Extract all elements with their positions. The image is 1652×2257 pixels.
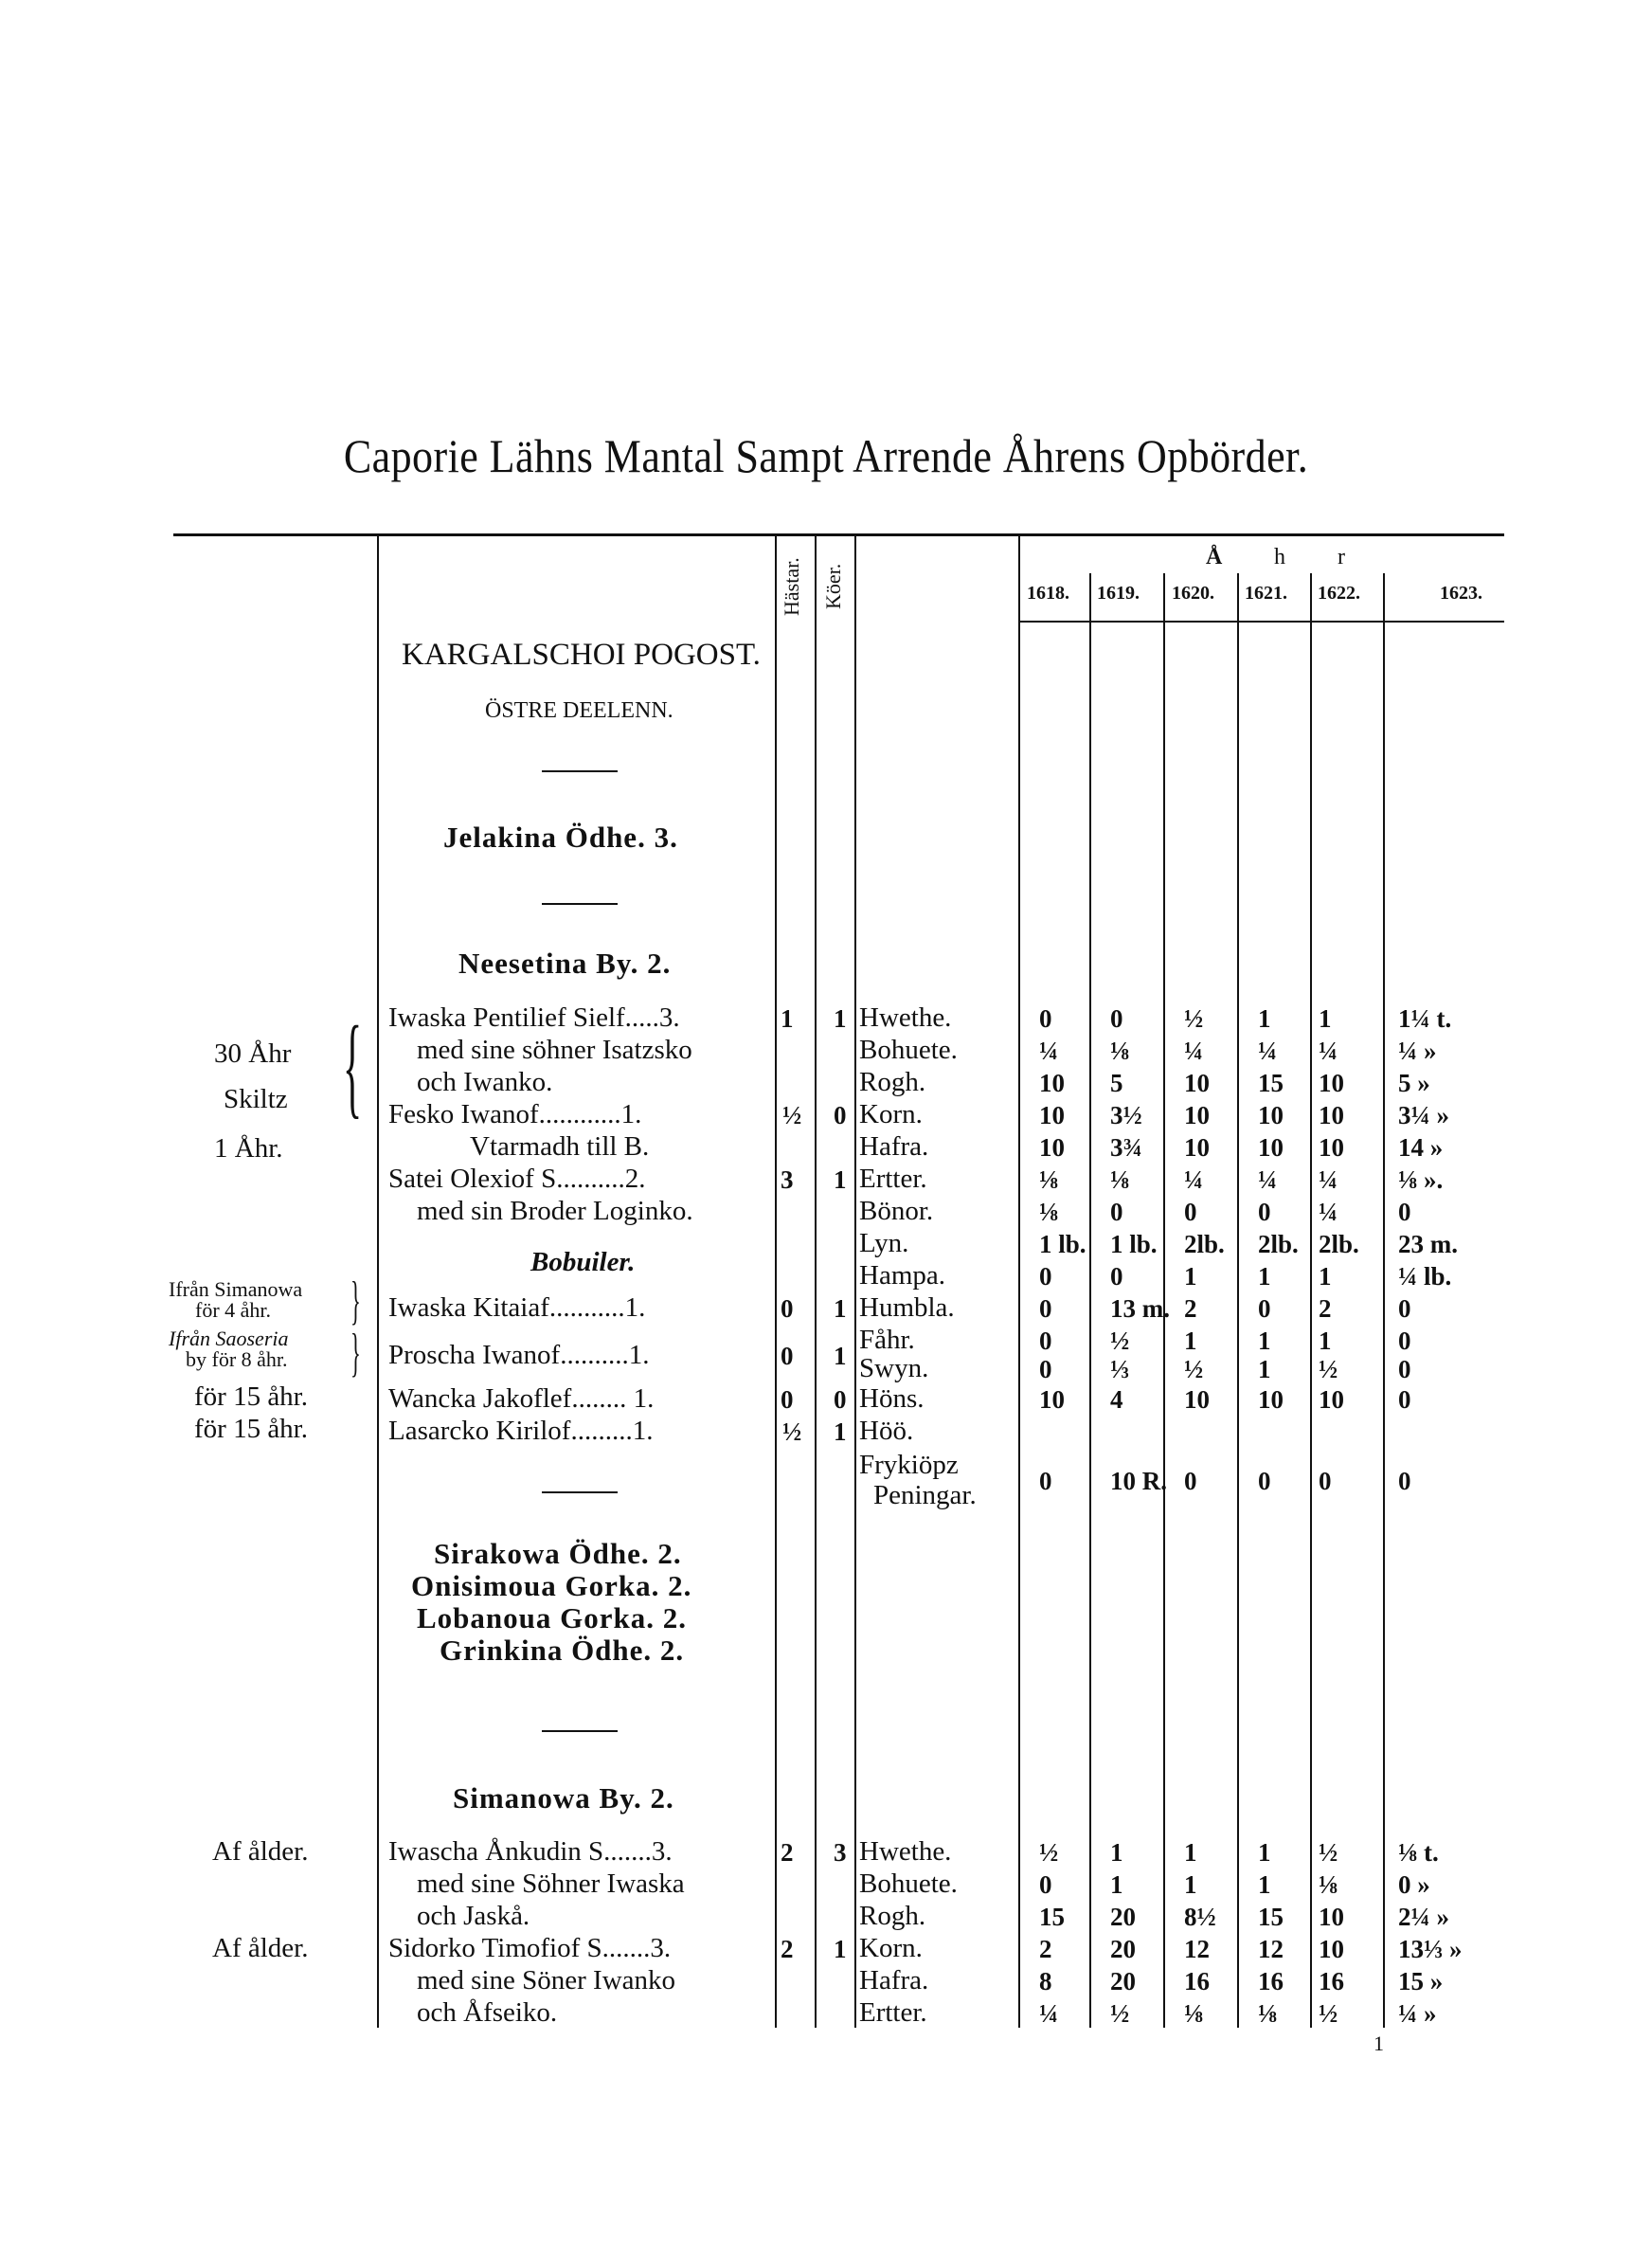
value-cell: 15 xyxy=(1039,1903,1065,1931)
col-line-koer-left xyxy=(815,535,817,2028)
goods-label: Peningar. xyxy=(873,1480,977,1510)
year-1620: 1620. xyxy=(1172,583,1214,604)
value-cell: 2¼ » xyxy=(1398,1903,1449,1931)
value-cell: ¼ » xyxy=(1398,1999,1437,2028)
value-cell: 1 xyxy=(1110,1838,1123,1867)
goods-label: Hampa. xyxy=(859,1260,945,1291)
value-cell: 1 xyxy=(1258,1355,1271,1383)
entry-name: med sin Broder Loginko. xyxy=(417,1196,693,1226)
value-cell: 13⅓ » xyxy=(1398,1935,1463,1963)
value-cell: 1¼ t. xyxy=(1398,1004,1452,1033)
value-cell: 1 xyxy=(1258,1327,1271,1355)
value-cell: 1 xyxy=(1110,1870,1123,1899)
value-cell: 15 xyxy=(1258,1903,1284,1931)
value-cell: 23 m. xyxy=(1398,1230,1458,1258)
margin-note: Af ålder. xyxy=(212,1933,309,1963)
value-cell: 1 lb. xyxy=(1039,1230,1086,1258)
goods-label: Bohuete. xyxy=(859,1869,958,1899)
value-cell: ¼ xyxy=(1039,1037,1059,1065)
value-cell: ¼ xyxy=(1258,1165,1278,1194)
margin-note: Ifrån Saoseria xyxy=(169,1327,289,1350)
value-cell: 3¼ » xyxy=(1398,1101,1449,1129)
year-1622: 1622. xyxy=(1318,583,1360,604)
goods-label: Humbla. xyxy=(859,1292,955,1323)
goods-label: Ertter. xyxy=(859,1997,927,2028)
value-cell: 0 xyxy=(1258,1294,1271,1323)
value-cell: ⅛ xyxy=(1319,1870,1338,1899)
hastar-value: 0 xyxy=(781,1342,794,1370)
value-cell: 8 xyxy=(1039,1967,1052,1995)
value-cell: 0 xyxy=(1398,1327,1411,1355)
value-cell: 1 xyxy=(1258,1262,1271,1291)
goods-label: Lyn. xyxy=(859,1228,909,1258)
goods-label: Hwethe. xyxy=(859,1836,952,1867)
col-line-years-left xyxy=(1018,535,1020,2028)
value-cell: 10 xyxy=(1319,1903,1344,1931)
value-cell: 3½ xyxy=(1110,1101,1142,1129)
value-cell: 2lb. xyxy=(1319,1230,1359,1258)
value-cell: ½ xyxy=(1039,1838,1059,1867)
value-cell: 1 xyxy=(1319,1262,1332,1291)
entry-name: Vtarmadh till B. xyxy=(470,1131,650,1162)
goods-label: Hafra. xyxy=(859,1131,929,1162)
value-cell: 0 xyxy=(1258,1198,1271,1226)
neesetina-heading: Neesetina By. 2. xyxy=(458,947,672,980)
brace-icon: } xyxy=(350,1324,361,1382)
margin-note: för 4 åhr. xyxy=(195,1298,272,1322)
goods-label: Rogh. xyxy=(859,1067,926,1097)
value-cell: 10 xyxy=(1319,1101,1344,1129)
margin-note: Skiltz xyxy=(224,1084,288,1114)
value-cell: 5 » xyxy=(1398,1069,1430,1097)
odhe-heading: Onisimoua Gorka. 2. xyxy=(411,1569,692,1602)
goods-label: Bönor. xyxy=(859,1196,934,1226)
value-cell: 20 xyxy=(1110,1903,1136,1931)
margin-note: Ifrån Simanowa xyxy=(169,1277,303,1301)
margin-note: Af ålder. xyxy=(212,1836,309,1867)
value-cell: 10 xyxy=(1184,1069,1210,1097)
value-cell: ¼ xyxy=(1319,1037,1338,1065)
entry-name: Lasarcko Kirilof.........1. xyxy=(388,1416,654,1446)
entry-name: Iwascha Ånkudin S.......3. xyxy=(388,1836,673,1867)
entry-name: och Jaskå. xyxy=(417,1901,530,1931)
entry-name: med sine söhner Isatzsko xyxy=(417,1035,692,1065)
value-cell: 2lb. xyxy=(1184,1230,1225,1258)
goods-label: Bohuete. xyxy=(859,1035,958,1065)
goods-label: Höö. xyxy=(859,1416,914,1446)
koer-value: 0 xyxy=(834,1385,847,1414)
year-1623: 1623. xyxy=(1440,583,1482,604)
col-line-1622 xyxy=(1310,573,1312,2028)
value-cell: 1 xyxy=(1184,1838,1197,1867)
divider xyxy=(542,770,618,772)
table-top-rule xyxy=(173,533,1504,536)
hastar-value: 0 xyxy=(781,1294,794,1323)
value-cell: ⅓ xyxy=(1110,1355,1130,1383)
value-cell: 1 xyxy=(1319,1327,1332,1355)
entry-name: och Åfseiko. xyxy=(417,1997,558,2028)
value-cell: 0 xyxy=(1398,1385,1411,1414)
col-line-1623 xyxy=(1383,573,1385,2028)
simanowa-heading: Simanowa By. 2. xyxy=(453,1781,674,1815)
entry-name: med sine Söhner Iwaska xyxy=(417,1869,685,1899)
koer-value: 1 xyxy=(834,1294,847,1323)
value-cell: ⅛ xyxy=(1039,1165,1059,1194)
divider xyxy=(542,1730,618,1732)
entry-name: Satei Olexiof S..........2. xyxy=(388,1164,646,1194)
value-cell: ⅛ xyxy=(1258,1999,1278,2028)
value-cell: 1 xyxy=(1184,1262,1197,1291)
goods-label: Hwethe. xyxy=(859,1002,952,1033)
value-cell: 10 xyxy=(1258,1133,1284,1162)
value-cell: 0 xyxy=(1319,1467,1332,1495)
col-line-1619 xyxy=(1089,573,1091,2028)
value-cell: 2 xyxy=(1039,1935,1052,1963)
value-cell: 1 xyxy=(1258,1838,1271,1867)
value-cell: 1 xyxy=(1184,1870,1197,1899)
value-cell: 0 xyxy=(1398,1467,1411,1495)
value-cell: 8½ xyxy=(1184,1903,1216,1931)
margin-note: för 15 åhr. xyxy=(194,1381,308,1412)
entry-name: Sidorko Timofiof S.......3. xyxy=(388,1933,672,1963)
value-cell: ⅛ xyxy=(1110,1165,1130,1194)
ahr-letter-a: Å xyxy=(1206,545,1223,569)
page-title: Caporie Lähns Mantal Sampt Arrende Åhrens Opbörder. xyxy=(343,429,1309,482)
value-cell: 0 xyxy=(1039,1004,1052,1033)
koer-value: 1 xyxy=(834,1417,847,1446)
entry-name: Iwaska Pentilief Sielf.....3. xyxy=(388,1002,680,1033)
value-cell: 0 xyxy=(1039,1262,1052,1291)
koer-value: 1 xyxy=(834,1004,847,1033)
value-cell: ¼ xyxy=(1319,1165,1338,1194)
divider xyxy=(542,1491,618,1493)
value-cell: 10 xyxy=(1039,1385,1065,1414)
value-cell: ½ xyxy=(1319,1999,1338,2028)
value-cell: ¼ lb. xyxy=(1398,1262,1452,1291)
value-cell: ½ xyxy=(1184,1355,1204,1383)
year-1619: 1619. xyxy=(1097,583,1140,604)
value-cell: 1 xyxy=(1258,1004,1271,1033)
hastar-value: 1 xyxy=(781,1004,794,1033)
jelakina-heading: Jelakina Ödhe. 3. xyxy=(443,821,678,854)
entry-name: med sine Söner Iwanko xyxy=(417,1965,676,1995)
value-cell: 0 xyxy=(1398,1294,1411,1323)
hastar-value: 0 xyxy=(781,1385,794,1414)
value-cell: 2lb. xyxy=(1258,1230,1299,1258)
goods-label: Fåhr. xyxy=(859,1325,915,1355)
value-cell: 10 xyxy=(1184,1101,1210,1129)
value-cell: 0 xyxy=(1039,1355,1052,1383)
goods-label: Hafra. xyxy=(859,1965,929,1995)
value-cell: 0 xyxy=(1039,1294,1052,1323)
hastar-value: 2 xyxy=(781,1838,794,1867)
hastar-value: ½ xyxy=(782,1101,802,1129)
goods-label: Höns. xyxy=(859,1383,925,1414)
brace-icon: } xyxy=(350,1272,361,1330)
value-cell: 20 xyxy=(1110,1967,1136,1995)
value-cell: 10 xyxy=(1258,1385,1284,1414)
bobuiler-heading: Bobuiler. xyxy=(530,1247,636,1277)
value-cell: ¼ xyxy=(1039,1999,1059,2028)
value-cell: 15 xyxy=(1258,1069,1284,1097)
value-cell: 2 xyxy=(1319,1294,1332,1323)
value-cell: ¼ xyxy=(1258,1037,1278,1065)
value-cell: 0 xyxy=(1039,1327,1052,1355)
value-cell: 1 xyxy=(1319,1004,1332,1033)
entry-name: Proscha Iwanof..........1. xyxy=(388,1340,650,1370)
goods-label: Rogh. xyxy=(859,1901,926,1931)
year-1621: 1621. xyxy=(1245,583,1287,604)
hastar-value: 2 xyxy=(781,1935,794,1963)
odhe-heading: Sirakowa Ödhe. 2. xyxy=(434,1537,682,1570)
value-cell: ⅛ ». xyxy=(1398,1165,1444,1194)
value-cell: ¼ » xyxy=(1398,1037,1437,1065)
value-cell: 16 xyxy=(1184,1967,1210,1995)
value-cell: 20 xyxy=(1110,1935,1136,1963)
ahr-letter-r: r xyxy=(1338,545,1345,569)
goods-label: Swyn. xyxy=(859,1353,929,1383)
value-cell: 16 xyxy=(1258,1967,1284,1995)
page-number: 1 xyxy=(1374,2031,1384,2055)
value-cell: 0 xyxy=(1039,1870,1052,1899)
value-cell: 10 xyxy=(1319,1385,1344,1414)
koer-header: Köer. xyxy=(821,563,845,609)
value-cell: ¼ xyxy=(1319,1198,1338,1226)
value-cell: ½ xyxy=(1110,1999,1130,2028)
value-cell: 10 xyxy=(1319,1133,1344,1162)
value-cell: 0 xyxy=(1110,1262,1123,1291)
value-cell: 4 xyxy=(1110,1385,1123,1414)
koer-value: 1 xyxy=(834,1342,847,1370)
value-cell: 1 xyxy=(1258,1870,1271,1899)
odhe-heading: Grinkina Ödhe. 2. xyxy=(440,1634,685,1667)
pogost-heading: KARGALSCHOI POGOST. xyxy=(402,638,761,672)
koer-value: 1 xyxy=(834,1165,847,1194)
koer-value: 3 xyxy=(834,1838,847,1867)
value-cell: 14 » xyxy=(1398,1133,1444,1162)
value-cell: ½ xyxy=(1184,1004,1204,1033)
value-cell: 2 xyxy=(1184,1294,1197,1323)
brace-icon: { xyxy=(343,1002,363,1128)
value-cell: 0 xyxy=(1039,1467,1052,1495)
value-cell: 1 lb. xyxy=(1110,1230,1158,1258)
goods-label: Korn. xyxy=(859,1933,923,1963)
goods-label: Ertter. xyxy=(859,1164,927,1194)
value-cell: 10 xyxy=(1184,1133,1210,1162)
value-cell: 12 xyxy=(1184,1935,1210,1963)
entry-name: Fesko Iwanof............1. xyxy=(388,1099,642,1129)
odhe-heading: Lobanoua Gorka. 2. xyxy=(417,1601,688,1634)
margin-note: 1 Åhr. xyxy=(214,1133,283,1164)
value-cell: ¼ xyxy=(1184,1037,1204,1065)
value-cell: 15 » xyxy=(1398,1967,1444,1995)
col-line-goods-left xyxy=(854,535,856,2028)
hastar-header: Hästar. xyxy=(780,557,803,616)
value-cell: 10 R. xyxy=(1110,1467,1167,1495)
value-cell: 0 xyxy=(1398,1198,1411,1226)
value-cell: ½ xyxy=(1110,1327,1130,1355)
deelenn-subheading: ÖSTRE DEELENN. xyxy=(485,698,673,723)
entry-name: Iwaska Kitaiaf...........1. xyxy=(388,1292,646,1323)
value-cell: 0 » xyxy=(1398,1870,1430,1899)
entry-name: och Iwanko. xyxy=(417,1067,553,1097)
value-cell: 10 xyxy=(1258,1101,1284,1129)
value-cell: ⅛ xyxy=(1184,1999,1204,2028)
value-cell: 13 m. xyxy=(1110,1294,1170,1323)
ahr-letter-h: h xyxy=(1274,545,1285,569)
value-cell: 3¾ xyxy=(1110,1133,1142,1162)
value-cell: ¼ xyxy=(1184,1165,1204,1194)
value-cell: 10 xyxy=(1319,1069,1344,1097)
value-cell: 16 xyxy=(1319,1967,1344,1995)
col-line-names-left xyxy=(377,535,379,2028)
value-cell: 10 xyxy=(1039,1069,1065,1097)
hastar-value: ½ xyxy=(782,1417,802,1446)
value-cell: ½ xyxy=(1319,1355,1338,1383)
col-line-hastar-left xyxy=(775,535,777,2028)
value-cell: ⅛ xyxy=(1110,1037,1130,1065)
value-cell: 10 xyxy=(1039,1133,1065,1162)
divider xyxy=(542,903,618,905)
value-cell: 10 xyxy=(1184,1385,1210,1414)
value-cell: ⅛ xyxy=(1039,1198,1059,1226)
col-line-1621 xyxy=(1237,573,1239,2028)
entry-name: Wancka Jakoflef........ 1. xyxy=(388,1383,655,1414)
value-cell: 10 xyxy=(1319,1935,1344,1963)
margin-note: för 15 åhr. xyxy=(194,1414,308,1444)
value-cell: 0 xyxy=(1110,1004,1123,1033)
value-cell: 0 xyxy=(1184,1198,1197,1226)
koer-value: 1 xyxy=(834,1935,847,1963)
value-cell: 5 xyxy=(1110,1069,1123,1097)
value-cell: ⅛ t. xyxy=(1398,1838,1439,1867)
goods-label: Korn. xyxy=(859,1099,923,1129)
hastar-value: 3 xyxy=(781,1165,794,1194)
value-cell: 1 xyxy=(1184,1327,1197,1355)
koer-value: 0 xyxy=(834,1101,847,1129)
margin-note: 30 Åhr xyxy=(214,1038,292,1069)
value-cell: 0 xyxy=(1184,1467,1197,1495)
year-1618: 1618. xyxy=(1027,583,1069,604)
goods-label: Frykiöpz xyxy=(859,1450,959,1480)
margin-note: by för 8 åhr. xyxy=(186,1347,288,1371)
value-cell: 0 xyxy=(1110,1198,1123,1226)
value-cell: 0 xyxy=(1258,1467,1271,1495)
value-cell: 0 xyxy=(1398,1355,1411,1383)
value-cell: ½ xyxy=(1319,1838,1338,1867)
value-cell: 10 xyxy=(1039,1101,1065,1129)
value-cell: 12 xyxy=(1258,1935,1284,1963)
